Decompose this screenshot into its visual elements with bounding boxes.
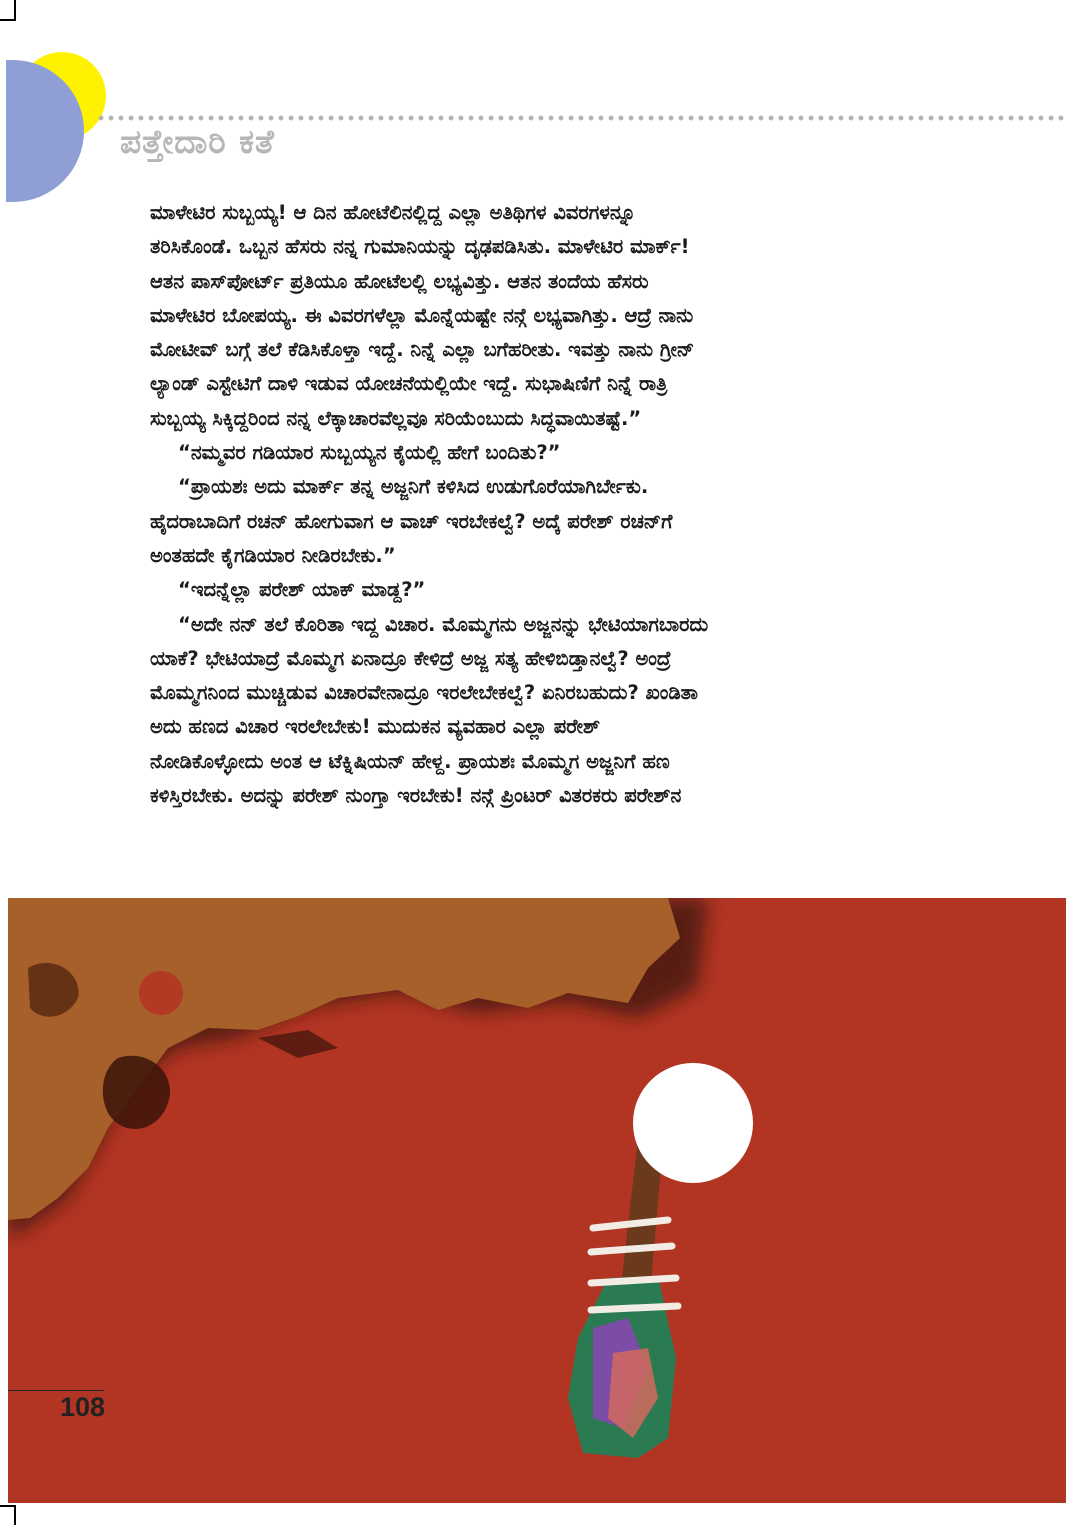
text-line: ಮೋಟೀವ್ ಬಗ್ಗೆ ತಲೆ ಕೆಡಿಸಿಕೊಳ್ತಾ ಇದ್ದೆ. ನಿನ್ನೆ ಎಲ್ಲಾ ಬಗೆಹರೀತು. ಇವತ್ತು ನಾನು ಗ್ರೀನ್ <box>150 338 695 362</box>
section-title: ಪತ್ತೇದಾರಿ ಕತೆ <box>120 122 275 161</box>
dotted-header-rule <box>96 114 1068 122</box>
crop-mark-bottom-left-vertical <box>14 1505 16 1525</box>
text-line: “ನಮ್ಮವರ ಗಡಿಯಾರ ಸುಬ್ಬಯ್ಯನ ಕೈಯಲ್ಲಿ ಹೇಗೆ ಬಂದಿತು?” <box>178 441 561 465</box>
text-line: ಅಂತಹದೇ ಕೈಗಡಿಯಾರ ನೀಡಿರಬೇಕು.” <box>150 543 396 567</box>
text-line: ಲ್ಯಾಂಡ್ ಎಸ್ಟೇಟಿಗೆ ದಾಳಿ ಇಡುವ ಯೋಚನೆಯಲ್ಲಿಯೇ ಇದ್ದೆ. ಸುಭಾಷಿಣಿಗೆ ನಿನ್ನೆ ರಾತ್ರಿ <box>150 372 668 396</box>
text-line: ಅದು ಹಣದ ವಿಚಾರ ಇರಲೇಬೇಕು! ಮುದುಕನ ವ್ಯವಹಾರ ಎಲ್ಲಾ ಪರೇಶ್ <box>150 715 600 739</box>
illustration-binding <box>591 1306 678 1310</box>
text-line: “ಪ್ರಾಯಶಃ ಅದು ಮಾರ್ಕ್ ತನ್ನ ಅಜ್ಜನಿಗೆ ಕಳಿಸಿದ ಉಡುಗೊರೆಯಾಗಿರ್ಬೇಕು. <box>178 475 649 499</box>
text-line: ಮಾಳೇಟಿರ ಬೋಪಯ್ಯ. ಈ ವಿವರಗಳೆಲ್ಲಾ ಮೊನ್ನೆಯಷ್ಟೇ ನನ್ಗೆ ಲಭ್ಯವಾಗಿತ್ತು. ಆದ್ರೆ ನಾನು <box>150 303 694 327</box>
text-line: ಸುಬ್ಬಯ್ಯ ಸಿಕ್ಕಿದ್ದರಿಂದ ನನ್ನ ಲೆಕ್ಕಾಚಾರವೆಲ್ಲವೂ ಸರಿಯೆಂಬುದು ಸಿದ್ಧವಾಯಿತಷ್ಟೆ.” <box>150 406 642 430</box>
text-line: ತರಿಸಿಕೊಂಡೆ. ಒಬ್ಬನ ಹೆಸರು ನನ್ನ ಗುಮಾನಿಯನ್ನು ದೃಢಪಡಿಸಿತು. ಮಾಳೇಟಿರ ಮಾರ್ಕ್! <box>150 235 690 259</box>
text-line: ಮೊಮ್ಮಗನಿಂದ ಮುಚ್ಚಿಡುವ ವಿಚಾರವೇನಾದ್ರೂ ಇರಲೇಬೇಕಲ್ವೆ? ಏನಿರಬಹುದು? ಖಂಡಿತಾ <box>150 681 698 705</box>
illustration-red-spot <box>139 971 183 1015</box>
story-text <box>150 196 910 813</box>
text-line: “ಅದೇ ನನ್ ತಲೆ ಕೊರಿತಾ ಇದ್ದ ವಿಚಾರ. ಮೊಮ್ಮಗನು ಅಜ್ಜನನ್ನು ಭೇಟಿಯಾಗಬಾರದು <box>178 612 709 636</box>
crop-mark-top-left-vertical <box>14 0 16 20</box>
text-line: ಹೈದರಾಬಾದಿಗೆ ರಚನ್ ಹೋಗುವಾಗ ಆ ವಾಚ್ ಇರಬೇಕಲ್ವೆ? ಅದ್ಕೆ ಪರೇಶ್ ರಚನ್‌ಗೆ <box>150 509 673 533</box>
crop-mark-top-left-horizontal <box>0 19 16 21</box>
text-line: ಮಾಳೇಟಿರ ಸುಬ್ಬಯ್ಯ! ಆ ದಿನ ಹೋಟೆಲಿನಲ್ಲಿದ್ದ ಎಲ್ಲಾ ಅತಿಥಿಗಳ ವಿವರಗಳನ್ನೂ <box>150 201 636 224</box>
text-line: ನೋಡಿಕೊಳ್ಳೋದು ಅಂತ ಆ ಟೆಕ್ನಿಷಿಯನ್ ಹೇಳ್ದ. ಪ್ರಾಯಶಃ ಮೊಮ್ಮಗ ಅಜ್ಜನಿಗೆ ಹಣ <box>150 749 670 773</box>
text-line: “ಇದನ್ನೆಲ್ಲಾ ಪರೇಶ್ ಯಾಕ್ ಮಾಡ್ದ?” <box>178 578 426 602</box>
illustration-moon <box>633 1063 753 1183</box>
text-line: ಕಳಿಸ್ತಿರಬೇಕು. ಅದನ್ನು ಪರೇಶ್ ನುಂಗ್ತಾ ಇರಬೇಕು! ನನ್ಗೆ ಪ್ರಿಂಟರ್ ವಿತರಕರು ಪರೇಶ್‌ನ <box>150 784 682 808</box>
text-line: ಯಾಕೆ? ಭೇಟಿಯಾದ್ರೆ ಮೊಮ್ಮಗ ಏನಾದ್ರೂ ಕೇಳಿದ್ರೆ ಅಜ್ಜ ಸತ್ಯ ಹೇಳಿಬಿಡ್ತಾನಲ್ವೆ? ಅಂದ್ರೆ <box>150 646 672 670</box>
crop-mark-bottom-left-horizontal <box>0 1505 16 1507</box>
page-number: 108 <box>60 1392 106 1422</box>
illustration-binding <box>591 1278 676 1283</box>
story-illustration <box>8 898 1066 1503</box>
page-number-rule <box>8 1390 104 1391</box>
text-line: ಆತನ ಪಾಸ್‌ಪೋರ್ಟ್ ಪ್ರತಿಯೂ ಹೋಟೆಲಲ್ಲಿ ಲಭ್ಯವಿತ್ತು. ಆತನ ತಂದೆಯ ಹೆಸರು <box>150 269 649 293</box>
